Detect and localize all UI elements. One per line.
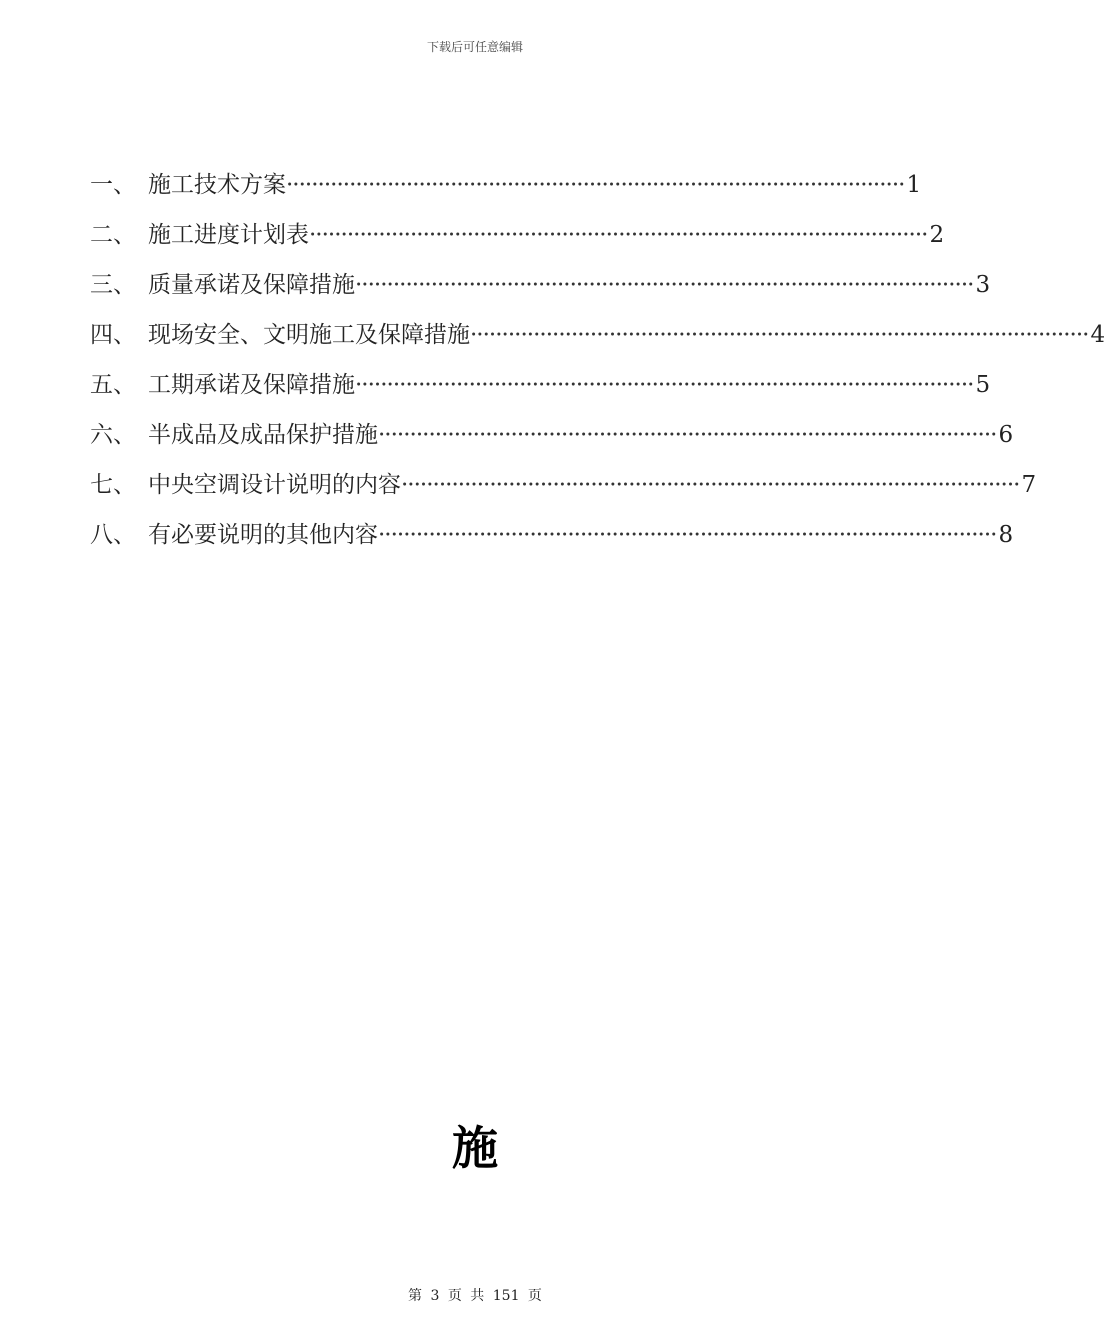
toc-entry[interactable] xyxy=(90,260,991,310)
toc-entry[interactable] xyxy=(90,160,922,210)
toc-entry-title: 质量承诺及保障措施 xyxy=(148,272,355,298)
section-heading-char: 施 xyxy=(452,1121,498,1175)
toc-leader-dots: ·································································································· xyxy=(378,422,997,448)
toc-entry-number: 一、 xyxy=(90,172,136,198)
toc-entry-page: 4 xyxy=(1090,322,1105,348)
table-of-contents xyxy=(90,160,1105,560)
toc-entry[interactable] xyxy=(90,410,1014,460)
toc-leader-dots: ·································································································· xyxy=(355,272,974,298)
toc-entry[interactable] xyxy=(90,310,1105,360)
toc-entry-number: 八、 xyxy=(90,522,136,548)
toc-entry-number: 二、 xyxy=(90,222,136,248)
toc-leader-dots: ·································································································· xyxy=(378,522,997,548)
toc-leader-dots: ·································································································· xyxy=(286,172,905,198)
toc-entry-page: 6 xyxy=(998,422,1014,448)
toc-leader-dots: ·································································································· xyxy=(309,222,928,248)
toc-entry-page: 8 xyxy=(998,522,1014,548)
toc-entry-title: 施工技术方案 xyxy=(148,172,286,198)
toc-entry-number: 五、 xyxy=(90,372,136,398)
toc-entry-title: 半成品及成品保护措施 xyxy=(148,422,378,448)
toc-entry[interactable] xyxy=(90,210,945,260)
toc-entry-title: 现场安全、文明施工及保障措施 xyxy=(148,322,470,348)
toc-entry-page: 2 xyxy=(929,222,945,248)
toc-entry-number: 七、 xyxy=(90,472,136,498)
toc-entry-number: 四、 xyxy=(90,322,136,348)
toc-leader-dots: ·································································································· xyxy=(355,372,974,398)
toc-entry-page: 3 xyxy=(975,272,991,298)
toc-leader-dots: ·································································································· xyxy=(470,322,1089,348)
toc-leader-dots: ·································································································· xyxy=(401,472,1020,498)
toc-entry-title: 施工进度计划表 xyxy=(148,222,309,248)
toc-entry-number: 三、 xyxy=(90,272,136,298)
toc-entry-page: 7 xyxy=(1021,472,1037,498)
toc-entry-number: 六、 xyxy=(90,422,136,448)
toc-entry[interactable] xyxy=(90,510,1014,560)
toc-entry-title: 中央空调设计说明的内容 xyxy=(148,472,401,498)
toc-entry-title: 工期承诺及保障措施 xyxy=(148,372,355,398)
toc-entry-page: 5 xyxy=(975,372,991,398)
page-header-note: 下载后可任意编辑 xyxy=(426,40,523,54)
toc-entry[interactable] xyxy=(90,360,991,410)
toc-entry-page: 1 xyxy=(906,172,922,198)
page-footer-number: 第 3 页 共 151 页 xyxy=(408,1288,542,1304)
toc-entry-title: 有必要说明的其他内容 xyxy=(148,522,378,548)
toc-entry[interactable] xyxy=(90,460,1037,510)
